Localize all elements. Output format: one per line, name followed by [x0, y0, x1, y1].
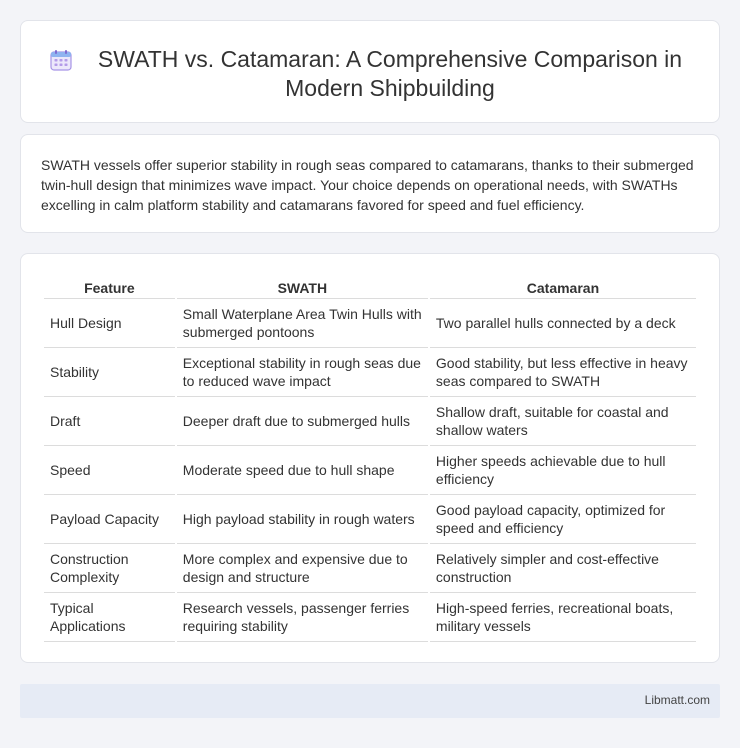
table-row — [44, 446, 696, 495]
table-row — [44, 299, 696, 348]
title-wrap — [21, 45, 719, 103]
swath-cell: Small Waterplane Area Twin Hulls with submerged pontoons — [177, 299, 428, 348]
feature-cell: Speed — [44, 446, 175, 495]
swath-cell: Deeper draft due to submerged hulls — [177, 397, 428, 446]
comparison-table — [42, 277, 698, 642]
swath-cell: Moderate speed due to hull shape — [177, 446, 428, 495]
feature-cell: Stability — [44, 348, 175, 397]
table-row — [44, 593, 696, 642]
header-swath: SWATH — [177, 277, 428, 299]
feature-cell: Typical Applications — [44, 593, 175, 642]
header-catamaran: Catamaran — [430, 277, 696, 299]
feature-cell: Hull Design — [44, 299, 175, 348]
table-header-row — [44, 277, 696, 299]
swath-cell: High payload stability in rough waters — [177, 495, 428, 544]
table-row — [44, 544, 696, 593]
catamaran-cell: Good payload capacity, optimized for speed and efficiency — [430, 495, 696, 544]
page-title: SWATH vs. Catamaran: A Comprehensive Comparison in Modern Shipbuilding — [97, 46, 683, 101]
swath-cell: Exceptional stability in rough seas due to reduced wave impact — [177, 348, 428, 397]
footer-site-link[interactable]: Libmatt.com — [644, 693, 710, 707]
table-row — [44, 495, 696, 544]
feature-cell: Draft — [44, 397, 175, 446]
catamaran-cell: Relatively simpler and cost-effective construction — [430, 544, 696, 593]
intro-card — [20, 134, 720, 233]
table-row — [44, 397, 696, 446]
catamaran-cell: Shallow draft, suitable for coastal and shallow waters — [430, 397, 696, 446]
swath-cell: More complex and expensive due to design and structure — [177, 544, 428, 593]
intro-paragraph: SWATH vessels offer superior stability in rough seas compared to catamarans, thanks to their submerged twin-hull design that minimizes wave impact. Your choice depends on operational needs, with SWATHs excelling in calm platform stability and catamarans favored for speed and fuel efficiency. — [41, 157, 694, 213]
feature-cell: Payload Capacity — [44, 495, 175, 544]
catamaran-cell: Two parallel hulls connected by a deck — [430, 299, 696, 348]
catamaran-cell: Good stability, but less effective in heavy seas compared to SWATH — [430, 348, 696, 397]
feature-cell: Construction Complexity — [44, 544, 175, 593]
swath-cell: Research vessels, passenger ferries requiring stability — [177, 593, 428, 642]
catamaran-cell: Higher speeds achievable due to hull efficiency — [430, 446, 696, 495]
table-row — [44, 348, 696, 397]
catamaran-cell: High-speed ferries, recreational boats, military vessels — [430, 593, 696, 642]
title-card — [20, 20, 720, 123]
footer-bar — [20, 684, 720, 718]
header-feature: Feature — [44, 277, 175, 299]
comparison-table-card — [20, 253, 720, 663]
